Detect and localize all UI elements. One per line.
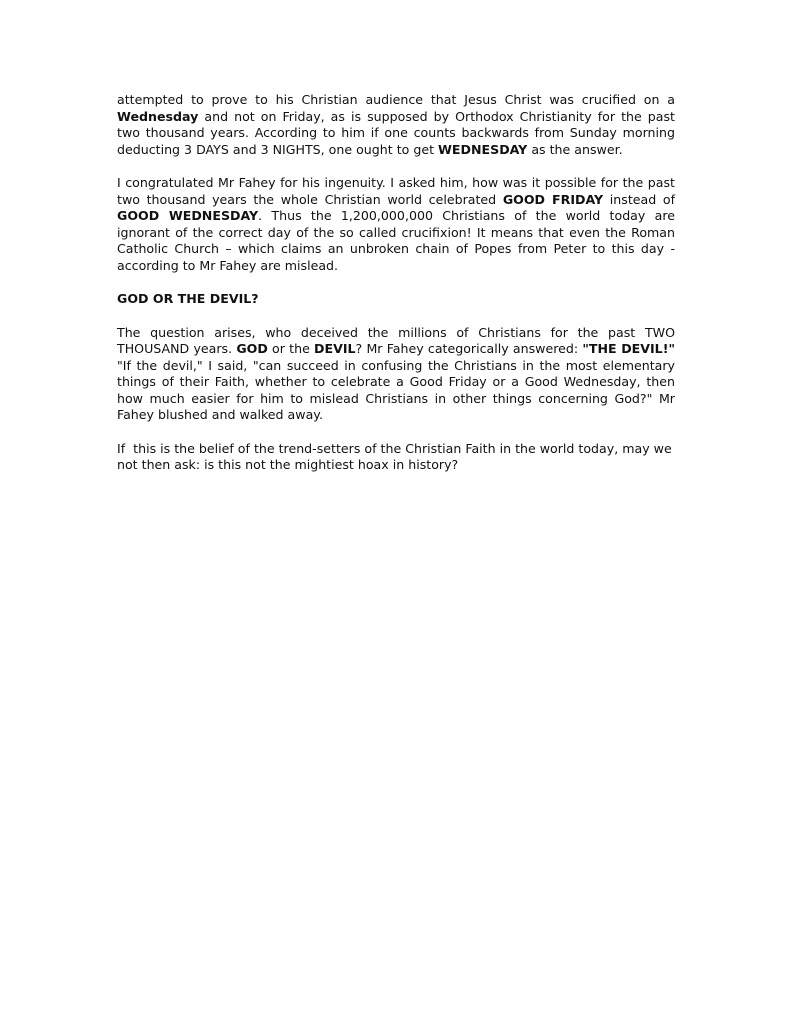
paragraph-question-arises [117, 324, 688, 424]
text-run: ? Mr Fahey categorically answered: [355, 341, 583, 356]
bold-text-run: WEDNESDAY [438, 141, 528, 157]
text-run: The question arises, who deceived the millions of Christians for the past TWO THOUSAND years. [117, 324, 675, 356]
text-run: If this is the belief of the trend-setters of the Christian Faith in the world today, may we not then ask: is this not the mightiest hoax in history? [117, 440, 676, 472]
text-run: as the answer. [527, 141, 623, 157]
text-run: "If the devil," I said, "can succeed in confusing the Christians in the most elementary things of their Faith, whether to celebrate a Good Friday or a Good Wednesday, then how much easier for him to mislead Christians in other things concerning God?" Mr Fahey blushed and walked away. [117, 341, 688, 422]
paragraph-wednesday-claim [117, 92, 675, 158]
text-run: or the [267, 341, 315, 356]
paragraph-mightiest-hoax [117, 441, 675, 474]
section-heading: GOD OR THE DEVIL? [117, 291, 259, 306]
bold-text-run: DEVIL [314, 341, 356, 356]
bold-text-run: GOD [236, 341, 268, 356]
text-run: and not on Friday, as is supposed by Orthodox Christianity for the past two thousand years. According to him if one counts backwards from Sunday morning deducting 3 DAYS and 3 NIGHTS, one ought to get [117, 108, 675, 157]
page-content [117, 92, 688, 491]
text-run: I congratulated Mr Fahey for his ingenuity. I asked him, how was it possible for the past two thousand years the whole Christian world celebrated [117, 175, 675, 207]
bold-text-run: GOOD FRIDAY [502, 191, 604, 207]
paragraph-congratulated [117, 175, 675, 274]
bold-text-run: "THE DEVIL!" [582, 341, 676, 356]
bold-text-run: GOOD WEDNESDAY [117, 208, 259, 223]
text-run: attempted to prove to his Christian audience that Jesus Christ was crucified on a [117, 92, 675, 107]
bold-text-run: Wednesday [117, 108, 199, 124]
text-run: instead of [603, 191, 676, 207]
text-run: . Thus the 1,200,000,000 Christians of the world today are ignorant of the correct day of the so called crucifixion! It means that even the Roman Catholic Church – which claims an unbroken chain of Popes from Peter to this day - according to Mr Fahey are mislead. [117, 208, 675, 273]
